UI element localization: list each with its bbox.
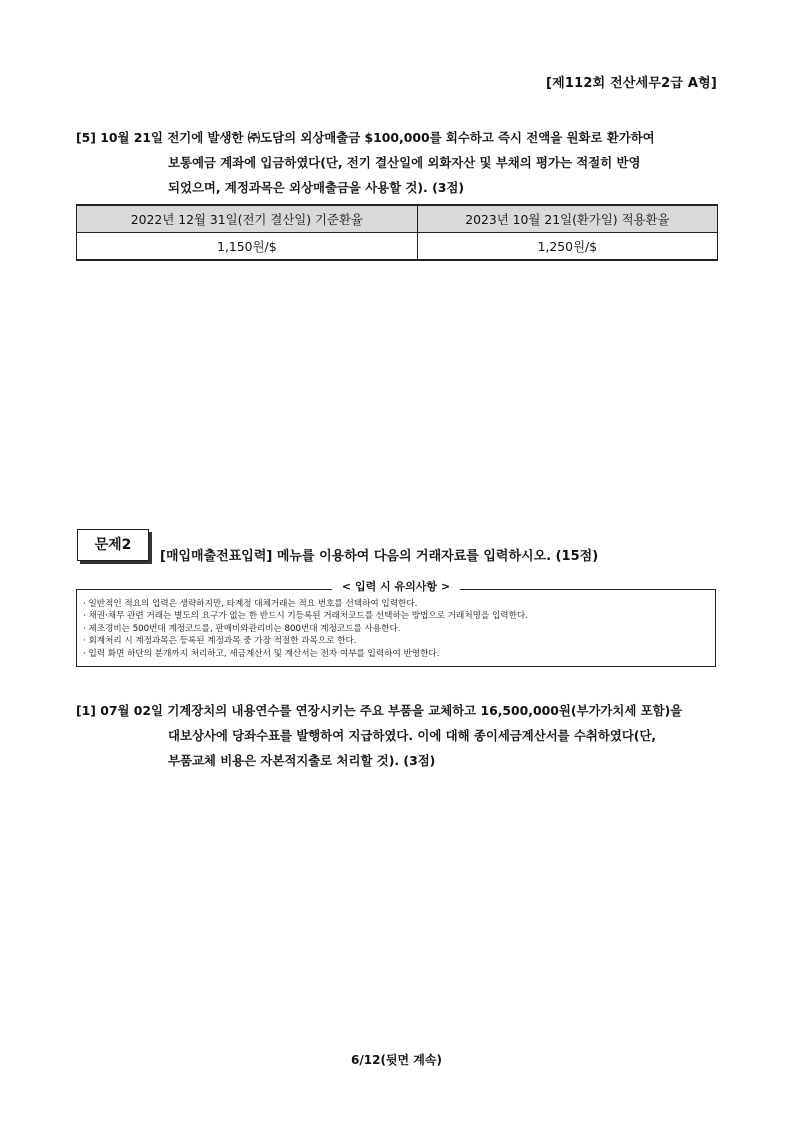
notice-title: < 입력 시 유의사항 > [332, 581, 460, 593]
problem-2-title: [매입매출전표입력] 메뉴를 이용하여 다음의 거래자료를 입력하시오. (15점) [160, 549, 599, 564]
question-5-line-2: 보통예금 계좌에 입금하였다(단, 전기 결산일에 외화자산 및 부채의 평가는 적절히 반영 [168, 155, 641, 170]
table-cell: 1,250원/$ [417, 233, 717, 261]
table-cell: 1,150원/$ [77, 233, 418, 261]
question-1-line-2: 대보상사에 당좌수표를 발행하여 지급하였다. 이에 대해 종이세금계산서를 수취하였다(단, [168, 728, 657, 743]
question-1-line-1: [1] 07월 02일 기계장치의 내용연수를 연장시키는 주요 부품을 교체하고 16,500,000원(부가가치세 포함)을 [76, 703, 683, 718]
question-5-line-3: 되었으며, 계정과목은 외상매출금을 사용할 것). (3점) [168, 180, 464, 195]
question-5-line-1: [5] 10월 21일 전기에 발생한 ㈜도담의 외상매출금 $100,000를 회수하고 즉시 전액을 원화로 환가하여 [76, 130, 655, 145]
list-item: · 입력 화면 하단의 분개까지 처리하고, 세금계산서 및 계산서는 전자 여부를 입력하여 반영한다. [83, 648, 440, 659]
table-header-cell: 2022년 12월 31일(전기 결산일) 기준환율 [77, 205, 418, 233]
notice-list [83, 598, 715, 660]
exam-header: [제112회 전산세무2급 A형] [545, 76, 717, 91]
question-5 [76, 125, 718, 200]
table-row [77, 233, 718, 261]
table-header-row [77, 205, 718, 233]
list-item: · 채권·채무 관련 거래는 별도의 요구가 없는 한 반드시 기등록된 거래처코드를 선택하는 방법으로 거래처명을 입력한다. [83, 611, 528, 622]
problem-2-label: 문제2 [77, 529, 149, 561]
list-item: · 일반적인 적요의 입력은 생략하지만, 타계정 대체거래는 적요 번호를 선택하여 입력한다. [83, 599, 418, 609]
table-header-cell: 2023년 10월 21일(환가일) 적용환율 [417, 205, 717, 233]
exchange-rate-table [76, 204, 718, 261]
notice-box [76, 580, 716, 667]
page-number: 6/12(뒷면 계속) [351, 1053, 442, 1067]
question-1 [76, 698, 718, 773]
list-item: · 회계처리 시 계정과목은 등록된 계정과목 중 가장 적절한 과목으로 한다. [83, 636, 357, 647]
list-item: · 제조경비는 500번대 계정코드를, 판매비와관리비는 800번대 계정코드를 사용한다. [83, 623, 401, 634]
question-1-line-3: 부품교체 비용은 자본적지출로 처리할 것). (3점) [168, 753, 436, 768]
